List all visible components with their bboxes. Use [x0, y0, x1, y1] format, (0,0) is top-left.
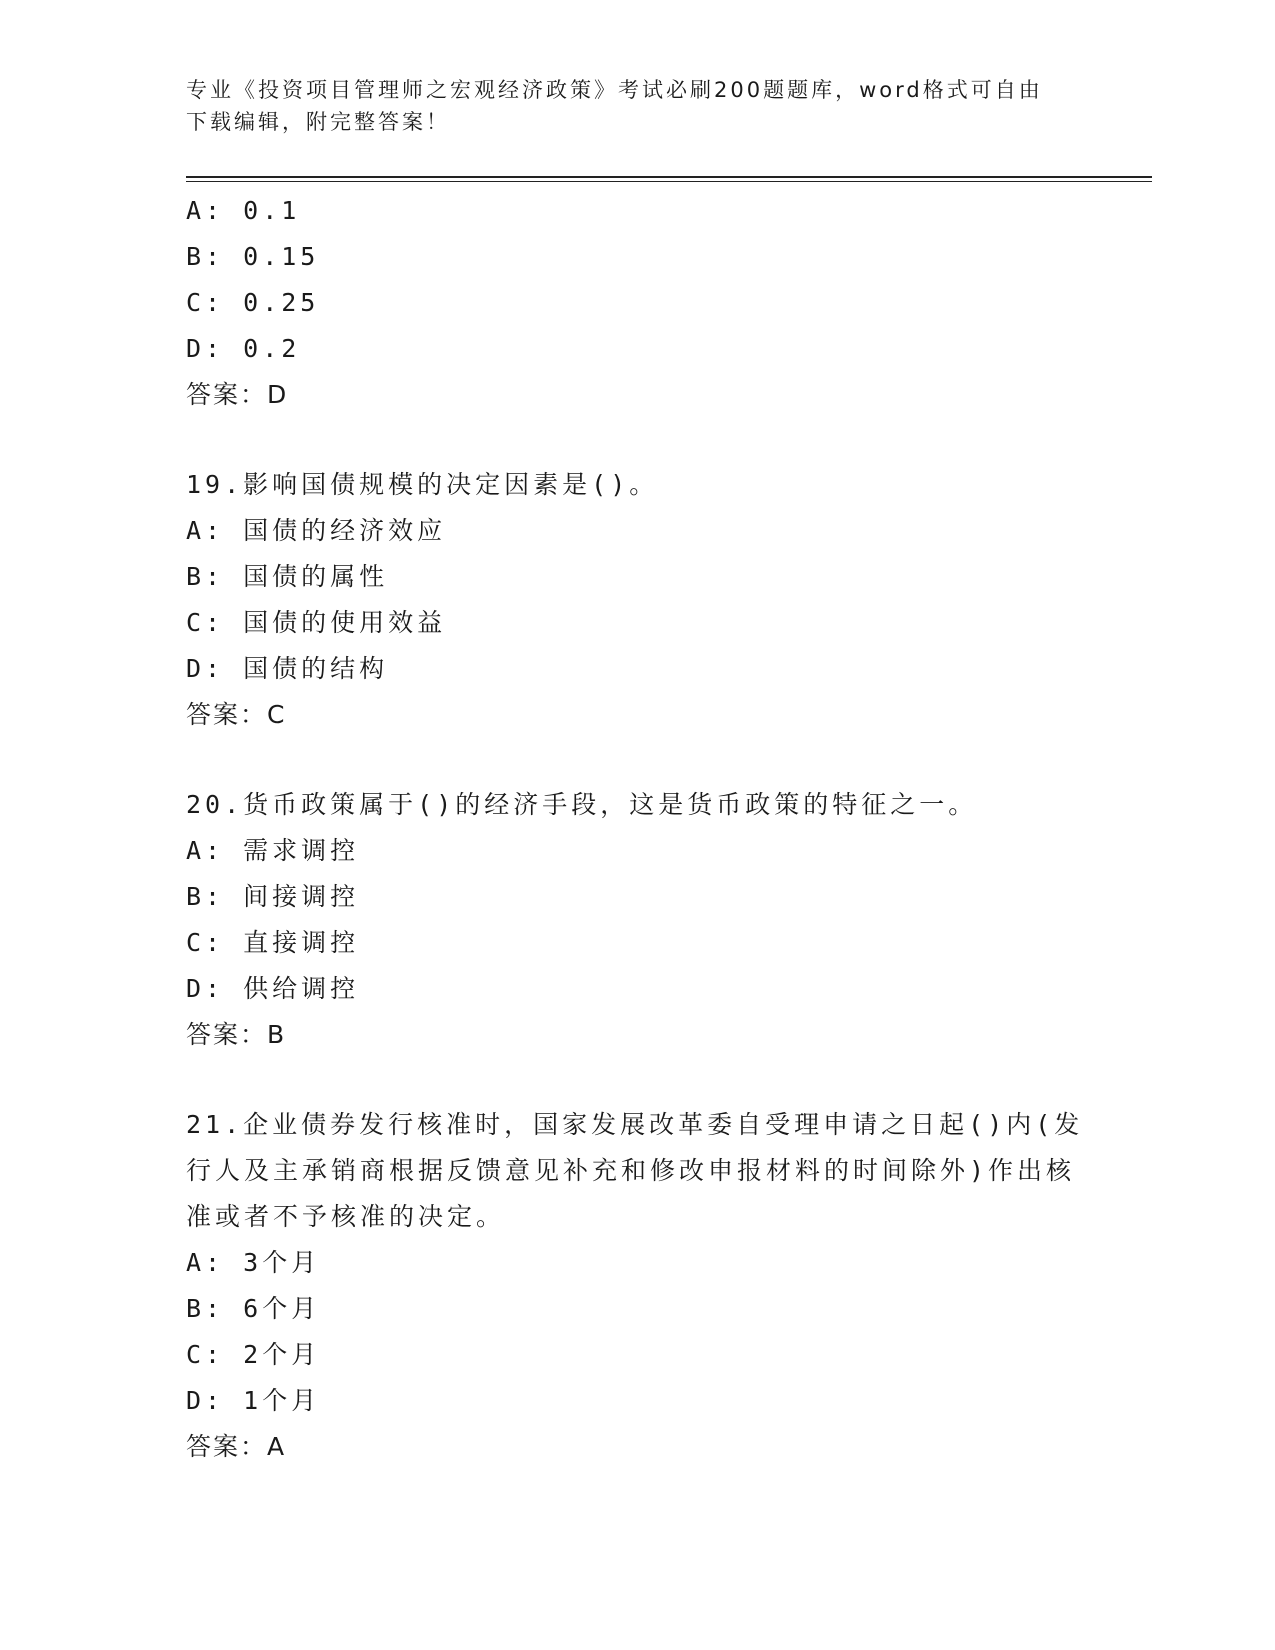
answer: 答案：D — [186, 380, 289, 409]
option-a: A: 0.1 — [186, 196, 301, 225]
document-header — [186, 74, 1086, 138]
option-b: B: 国债的属性 — [186, 562, 389, 591]
question-stem-line-2: 行人及主承销商根据反馈意见补充和修改申报材料的时间除外)作出核 — [186, 1156, 1076, 1185]
option-a: A: 国债的经济效应 — [186, 516, 447, 545]
option-a: A: 3个月 — [186, 1248, 321, 1277]
option-c: C: 0.25 — [186, 288, 320, 317]
header-line-1: 专业《投资项目管理师之宏观经济政策》考试必刷200题题库，word格式可自由 — [186, 78, 1043, 102]
question-stem-line-3: 准或者不予核准的决定。 — [186, 1202, 506, 1231]
header-line-2: 下载编辑，附完整答案！ — [186, 110, 450, 134]
option-d: D: 国债的结构 — [186, 654, 389, 683]
question-stem: 20.货币政策属于()的经济手段，这是货币政策的特征之一。 — [186, 790, 978, 819]
option-c: C: 2个月 — [186, 1340, 321, 1369]
answer: 答案：B — [186, 1020, 287, 1049]
answer: 答案：C — [186, 700, 287, 729]
header-rule-thick — [186, 176, 1152, 178]
header-rule-thin — [186, 181, 1152, 182]
question-21 — [186, 1102, 1086, 1470]
question-19 — [186, 462, 1086, 738]
question-20 — [186, 782, 1086, 1058]
option-d: D: 1个月 — [186, 1386, 321, 1415]
option-d: D: 0.2 — [186, 334, 301, 363]
option-b: B: 0.15 — [186, 242, 320, 271]
option-a: A: 需求调控 — [186, 836, 360, 865]
option-b: B: 间接调控 — [186, 882, 360, 911]
option-c: C: 直接调控 — [186, 928, 360, 957]
question-stem-line-1: 21.企业债券发行核准时，国家发展改革委自受理申请之日起()内(发 — [186, 1110, 1084, 1139]
question-stem: 19.影响国债规模的决定因素是()。 — [186, 470, 659, 499]
option-b: B: 6个月 — [186, 1294, 321, 1323]
question-list — [186, 188, 1086, 1470]
option-d: D: 供给调控 — [186, 974, 360, 1003]
answer: 答案：A — [186, 1432, 287, 1461]
question-18 — [186, 188, 1086, 418]
option-c: C: 国债的使用效益 — [186, 608, 447, 637]
